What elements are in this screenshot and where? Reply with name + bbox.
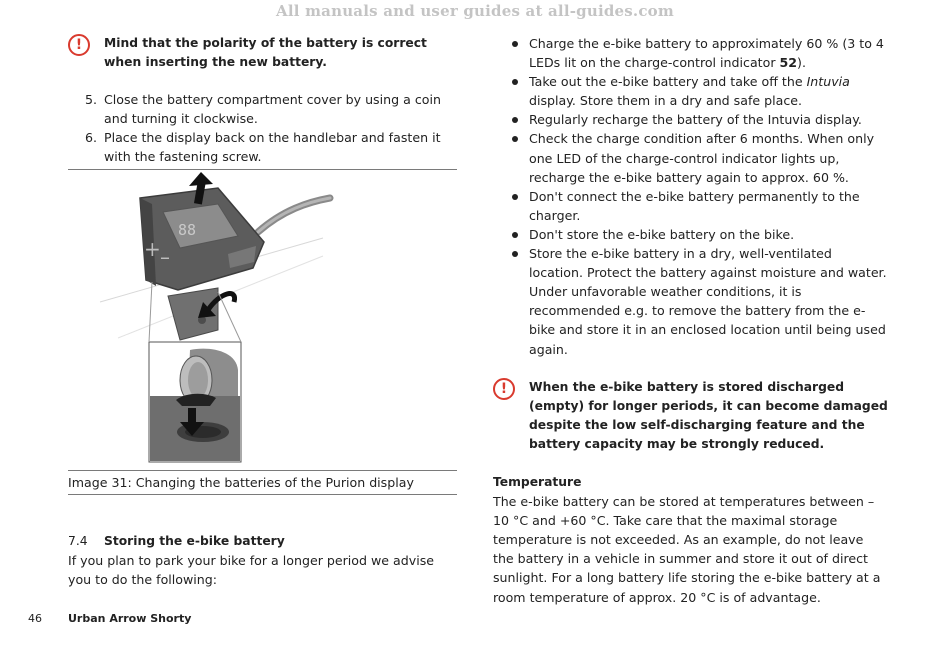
footer-title: Urban Arrow Shorty: [68, 612, 192, 625]
purion-display-illustration: [68, 170, 457, 470]
bullet-icon: [512, 232, 518, 238]
left-column: [68, 34, 457, 589]
storage-tips-list: [493, 34, 888, 359]
list-item: [493, 225, 888, 244]
section-heading: [68, 532, 457, 551]
bullet-text: Store the e-bike battery in a dry, well-ventilated location. Protect the battery against moisture and water. Under unfavorable weather conditions, it is recommended e.g. to remove the battery from the e-bike and store it in an enclosed location until being used again.: [529, 246, 887, 357]
product-name: Intuvia: [806, 74, 850, 90]
step-item: [68, 90, 457, 128]
exclamation-circle-icon: !: [68, 34, 90, 56]
list-item: [493, 110, 888, 129]
bullet-icon: [512, 79, 518, 85]
temperature-text: The e-bike battery can be stored at temperatures between –10 °C and +60 °C. Take care that the maximal storage temperature is not exceeded. As an example, do not leave the battery in a vehicle in summer and store it out of direct sunlight. For a long battery life storing the e-bike battery at a room temperature of approx. 20 °C is of advantage.: [493, 494, 881, 605]
step-text: Close the battery compartment cover by using a coin and turning it clockwise.: [104, 92, 441, 127]
steps-list: [68, 90, 457, 166]
bullet-text-end: ).: [797, 55, 806, 71]
watermark: All manuals and user guides at all-guides.com: [276, 2, 674, 20]
bullet-icon: [512, 117, 518, 123]
bullet-text: Don't connect the e-bike battery permanently to the charger.: [529, 188, 860, 223]
bullet-icon: [512, 194, 518, 200]
step-number: 6.: [85, 130, 98, 146]
list-item: [493, 34, 888, 72]
minus-key-label: –: [160, 244, 170, 269]
polarity-warning-text: Mind that the polarity of the battery is correct when inserting the new battery.: [104, 36, 427, 70]
plus-key-label: +: [144, 236, 161, 261]
bullet-text: Don't store the e-bike battery on the bike.: [529, 226, 795, 242]
discharge-warning-text: When the e-bike battery is stored discharged (empty) for longer periods, it can become damaged despite the low self-discharging feature and the battery capacity may be strongly reduced.: [529, 379, 888, 451]
polarity-warning: [68, 34, 457, 72]
bullet-text: Regularly recharge the battery of the Intuvia display.: [529, 112, 862, 128]
section-number: 7.4: [68, 533, 88, 548]
section-title: Storing the e-bike battery: [104, 533, 285, 548]
step-text: Place the display back on the handlebar and fasten it with the fastening screw.: [104, 130, 441, 165]
list-item: [493, 129, 888, 186]
bullet-text: Take out the e-bike battery and take off the: [529, 74, 807, 90]
temperature-heading: Temperature: [493, 474, 582, 489]
list-item: [493, 244, 888, 359]
indicator-reference: 52: [779, 55, 798, 71]
display-drawing: [68, 170, 457, 470]
discharge-warning: [493, 378, 888, 454]
caption-bottom-rule: [68, 494, 457, 495]
bullet-icon: [512, 251, 518, 257]
list-item: [493, 72, 888, 110]
step-number: 5.: [85, 92, 98, 108]
page-number: 46: [28, 612, 42, 625]
figure-caption: Image 31: Changing the batteries of the Purion display: [68, 474, 414, 490]
section-intro: If you plan to park your bike for a longer period we advise you to do the following:: [68, 552, 435, 587]
step-item: [68, 128, 457, 166]
bullet-text: Check the charge condition after 6 months. When only one LED of the charge-control indicator lights up, recharge the e-bike battery again to approx. 60 %.: [529, 131, 875, 185]
exclamation-circle-icon: !: [493, 378, 515, 400]
bullet-text-end: display. Store them in a dry and safe place.: [529, 93, 803, 109]
page-footer: [28, 612, 191, 625]
bullet-text: Charge the e-bike battery to approximately 60 % (3 to 4 LEDs lit on the charge-control indicator: [529, 36, 884, 71]
list-item: [493, 187, 888, 225]
bullet-icon: [512, 41, 518, 47]
bullet-icon: [512, 136, 518, 142]
right-column: [493, 34, 888, 607]
display-digits: 88: [178, 220, 197, 239]
